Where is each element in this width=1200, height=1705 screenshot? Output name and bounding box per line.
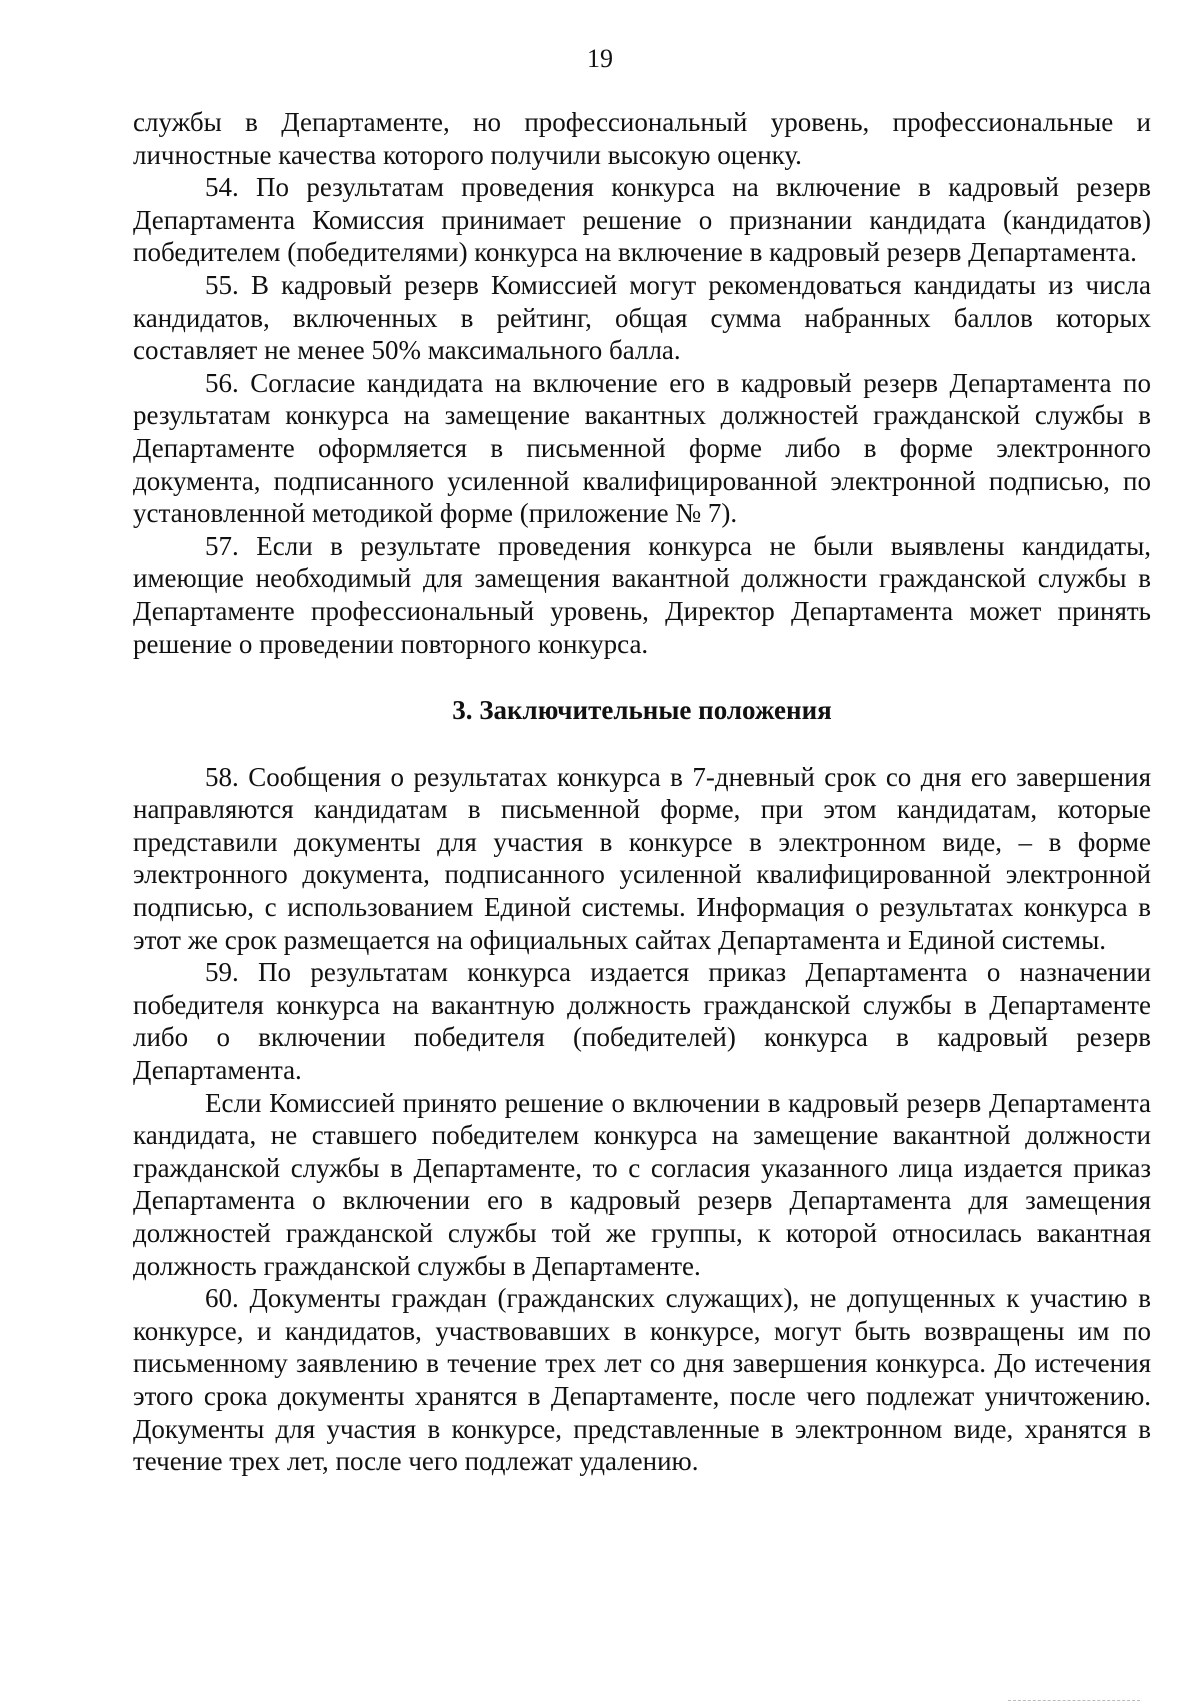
paragraph-59: 59. По результатам конкурса издается приказ Департамента о назначении победителя конкурса на вакантную должность гражданской службы в Департаменте либо о включении победителя (победителей) конкурса в кадровый резерв Департамента. bbox=[133, 957, 1151, 1086]
paragraph-57: 57. Если в результате проведения конкурса не были выявлены кандидаты, имеющие необходимый для замещения вакантной должности гражданской службы в Департаменте профессиональный уровень, Директор Департамента может принять решение о проведении повторного конкурса. bbox=[133, 530, 1151, 659]
paragraph-continuation: службы в Департаменте, но профессиональный уровень, профессиональные и личностные качества которого получили высокую оценку. bbox=[133, 107, 1151, 170]
paragraph-58: 58. Сообщения о результатах конкурса в 7-дневный срок со дня его завершения направляются кандидатам в письменной форме, при этом кандидатам, которые представили документы для участия в конкурсе в электронном виде, – в форме электронного документа, подписанного усиленной квалифицированной электронной подписью, с использованием Единой системы. Информация о результатах конкурса в этот же срок размещается на официальных сайтах Департамента и Единой системы. bbox=[133, 761, 1151, 955]
section-heading: 3. Заключительные положения bbox=[452, 695, 832, 726]
paragraph-60: 60. Документы граждан (гражданских служащих), не допущенных к участию в конкурсе, и кандидатов, участвовавших в конкурсе, могут быть возвращены им по письменному заявлению в течение трех лет со дня завершения конкурса. До истечения этого срока документы хранятся в Департаменте, после чего подлежат уничтожению. Документы для участия в конкурсе, представленные в электронном виде, хранятся в течение трех лет, после чего подлежат удалению. bbox=[133, 1283, 1151, 1477]
page-number: 19 bbox=[587, 44, 613, 73]
footer-divider bbox=[1008, 1700, 1140, 1702]
paragraph-59-continued: Если Комиссией принято решение о включении в кадровый резерв Департамента кандидата, не ставшего победителем конкурса на замещение вакантной должности гражданской службы в Департаменте, то с согласия указанного лица издается приказ Департамента о включении его в кадровый резерв Департамента для замещения должностей гражданской службы той же группы, к которой относилась вакантная должность гражданской службы в Департаменте. bbox=[133, 1087, 1151, 1281]
paragraph-54: 54. По результатам проведения конкурса на включение в кадровый резерв Департамента Комиссия принимает решение о признании кандидата (кандидатов) победителем (победителями) конкурса на включение в кадровый резерв Департамента. bbox=[133, 172, 1151, 268]
document-body bbox=[133, 106, 1151, 1478]
paragraph-56: 56. Согласие кандидата на включение его в кадровый резерв Департамента по результатам конкурса на замещение вакантных должностей гражданской службы в Департаменте оформляется в письменной форме либо в форме электронного документа, подписанного усиленной квалифицированной электронной подписью, по установленной методикой форме (приложение № 7). bbox=[133, 367, 1151, 529]
paragraph-55: 55. В кадровый резерв Комиссией могут рекомендоваться кандидаты из числа кандидатов, включенных в рейтинг, общая сумма набранных баллов которых составляет не менее 50% максимального балла. bbox=[133, 269, 1151, 366]
